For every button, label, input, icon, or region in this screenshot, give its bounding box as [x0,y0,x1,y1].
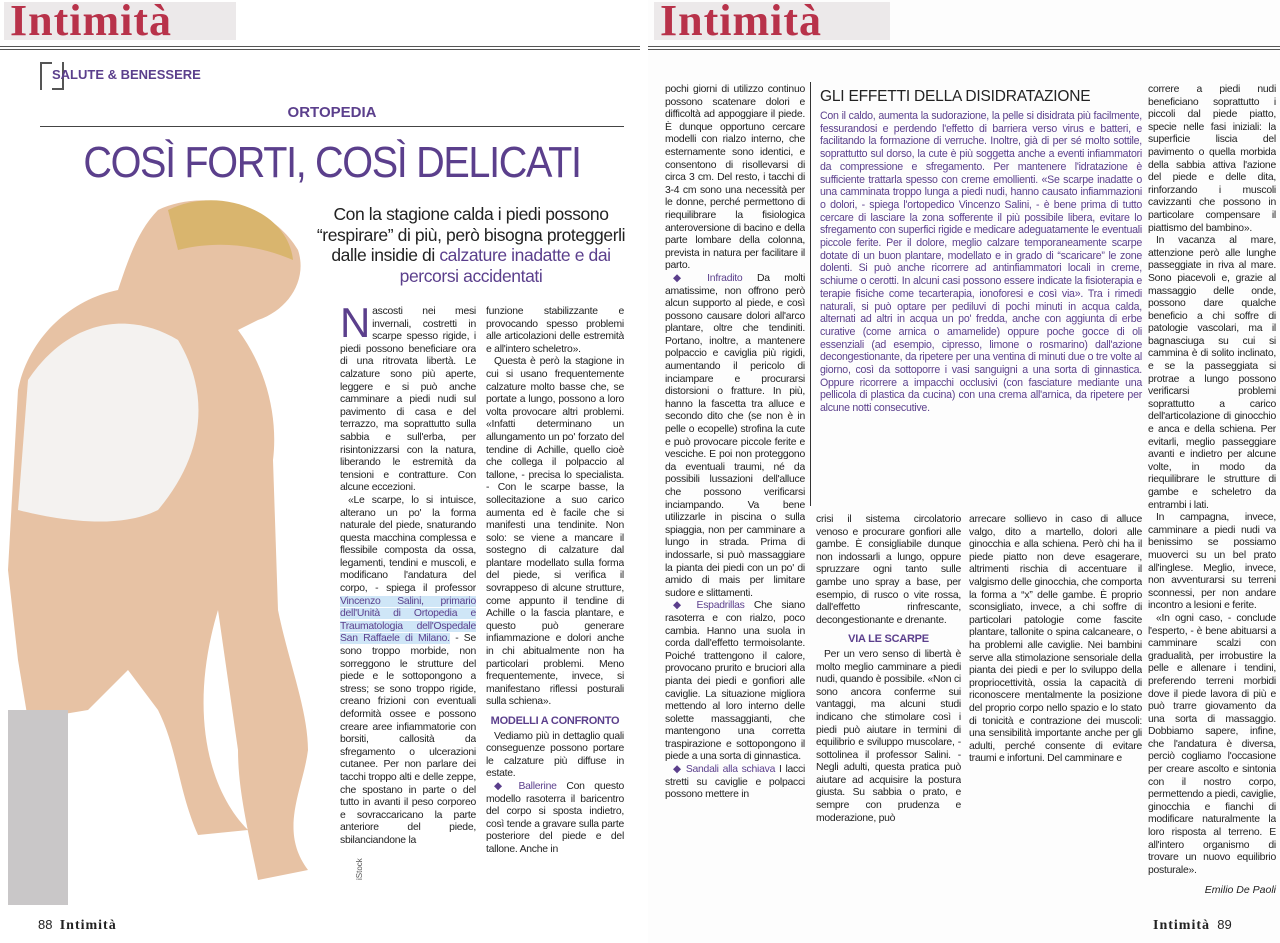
paragraph: crisi il sistema circolatorio venoso e procurare gonfiori alle gambe. È consigliabile dunque non indossarli a lungo, oppure spruzzare ogni tanto sulle gambe uno spray a base, per esempio, di rusco o vite rossa, dall'effetto rinfrescante, decongestionante e drenante. [816,514,961,626]
paragraph: In vacanza al mare, attenzione però alle lunghe passeggiate in riva al mare. Sono piacevoli e, grazie al massaggio delle onde, possono dare qualche beneficio a chi soffre di patologie vascolari, ma il bagnasciuga su cui si cammina è di solito inclinato, e se la passeggiata si protrae a lungo possono verificarsi problemi soprattutto a carico dell'articolazione di ginocchio e anca e della schiena. Per evitarli, meglio passeggiare avanti e indietro per alcune volte, in modo da riequilibrare le strutture di gambe e scheletro da entrambi i lati. [1148,235,1276,511]
lead-paragraph: Nascosti nei mesi invernali, costretti in scarpe spesso rigide, i piedi possono beneficiare ora di una ritrovata libertà. Le calzature sono più aperte, leggere e si può anche camminare a piedi nudi sul pavimento di casa e del terrazzo, ma soprattutto sulla sabbia e sull'erba, per risintonizzarsi con la natura, liberando le estremità da tensioni e contratture. Con alcune eccezioni. [340,306,476,494]
gutter [640,0,648,943]
right-footer [1153,917,1232,934]
author: Emilio De Paoli [1204,884,1276,896]
paragraph: ◆ Sandali alla schiava I lacci stretti su caviglie e polpacci possono mettere in [665,764,805,801]
right-column-3 [969,514,1142,926]
right-column-2 [816,514,961,926]
box-text: Con il caldo, aumenta la sudorazione, la pelle si disidrata più facilmente, fessurandosi e perdendo l'effetto di barriera verso virus e batteri, e facilitando la formazione di verruche. Inoltre, già di per sé molto sottile, soprattutto sul dorso, la cute è più soggetta anche a eventi infiammatori da compressione e sfregamento. Per mantenere l'idratazione è sufficiente trattarla spesso con creme emollienti. «Se scarpe inadatte o una camminata troppo lunga a piedi nudi, hanno causato infiammazioni o dolori, - spiega l'ortopedico Vincenzo Salini, - è bene prima di tutto cercare di lasciare la zona sofferente il più possibile libera, evitare lo sfregamento con superfici rigide e medicare adeguatamente le eventuali piccole ferite. Per il dolore, meglio calzare temporaneamente scarpe dotate di un buon plantare, modellato e in grado di “scaricare” le zone dolenti. Si può anche ricorrere ad antinfiammatori locali in creme, schiume o cerotti. In alcuni casi possono essere indicate la fisioterapia e terapie fisiche come tecarterapia, ionoforesi e così via». Tra i rimedi naturali, si può optare per pediluvi di pochi minuti in acqua calda, alternati ad altri in acqua un po' fredda, anche con aggiunta di erbe curative (come arnica o amamelide) oppure poche gocce di oli essenziali (ad esempio, cipresso, limone o rosmarino) dall'azione decongestionante, da ripetere per una ventina di minuti due o tre volte al giorno, così da sottoporre i vasi sanguigni a una sorta di ginnastica. Oppure ricorrere a impacchi occlusivi (con fasciature mediante una pellicola di plastica da cucina) con una crema all'arnica, da ripetere per alcune notti consecutive. [820,110,1142,415]
box-title: GLI EFFETTI DELLA DISIDRATAZIONE [820,88,1091,105]
subheading: VIA LE SCARPE [848,633,929,646]
left-column-2 [486,306,624,910]
paragraph: pochi giorni di utilizzo continuo possono scatenare dolori e difficoltà ad appoggiare il piede. È dunque opportuno cercare modelli con rialzo interno, che esternamente sono identici, e consentono di risollevarsi di circa 3 cm. Del resto, i tacchi di 3-4 cm sono una necessità per le donne, perché permettono di riequilibrare la fisiologica anteroversione di bacino e della parte lombare della colonna, prevista in natura per facilitare il parto. [665,84,805,272]
paragraph: arrecare sollievo in caso di alluce valgo, dito a martello, dolori alle ginocchia e alla schiena. Però chi ha il piede piatto non deve esagerare, altrimenti rischia di accentuare il valgismo delle ginocchia, che comporta la forma a “x” delle gambe. È proprio sconsigliato, invece, a chi soffre di particolari patologie come fascite plantare, tallonite o spina calcaneare, o ha problemi alle caviglie. Nei bambini serve alla stimolazione sensoriale della pianta dei piedi e per lo sviluppo della propriocettività, ossia la capacità di riconoscere mentalmente la posizione del proprio corpo nello spazio e lo stato di tonicità e contrazione dei muscoli: una sensibilità importante anche per gli adulti, perché consente di evitare traumi e infortuni. Del camminare e [969,514,1142,765]
header-rule [648,46,1280,50]
paragraph: «Le scarpe, lo si intuisce, alterano un po' la forma naturale del piede, snaturando questa macchina complessa e flessibile composta da ossa, legamenti, tendini e muscoli, e modificano l'andatura del corpo, - spiega il professor Vincenzo Salini, primario dell'Unità di Ortopedia e Traumatologia dell'Ospedale San Raffaele di Milano. - Se sono troppo morbide, non sorreggono le strutture del piede e le sottopongono a stress; se sono troppo rigide, creano frizioni con eventuali deformità ossee e possono creare aree infiammatorie con borsiti, callosità da sfregamento o ulcerazioni cutanee. Per non parlare dei tacchi troppo alti e delle zeppe, che spostano in parte o del tutto in avanti il peso corporeo e sovraccaricano la parte anteriore del piede, sbilanciandone la [340,494,476,846]
paragraph: «In ogni caso, - conclude l'esperto, - è bene abituarsi a camminare scalzi con gradualità, per irrobustire la pelle e allenare i tendini, preferendo terreni morbidi dove il piede lavora di più e può trarre giovamento da una sorta di massaggio. Dobbiamo sapere, infine, che l'andatura è diversa, perciò cogliamo l'occasione per creare ascolto e sintonia con il nostro corpo, permettendo a piedi, caviglie, ginocchia e fianchi di modificare naturalmente la loro risposta al terreno. E all'intero organismo di trovare un nuovo equilibrio posturale». [1148,612,1276,876]
paragraph: Vediamo più in dettaglio quali conseguenze possono portare le calzature più diffuse in estate. [486,730,624,780]
section-label: SALUTE & BENESSERE [52,67,201,82]
sidebar-box [810,82,1142,506]
paragraph: funzione stabilizzante e provocando spesso problemi alle articolazioni delle estremità e all'intero scheletro». [486,306,624,355]
page-number: 88 [38,917,53,932]
right-page [648,0,1280,943]
right-column-1 [665,84,805,926]
drop-cap: N [340,306,371,346]
subtitle [312,204,630,286]
page-title: COSÌ FORTI, COSÌ DELICATI [83,138,581,187]
footer-brand: Intimità [1153,918,1210,933]
page-number: 89 [1217,917,1232,932]
masthead-logo: Intimità [654,2,890,40]
paragraph: ◆ Ballerine Con questo modello rasoterra il baricentro del corpo si sposta indietro, così tende a gravare sulla parte posteriore del piede e del tallone. Anche in [486,780,624,855]
paragraph: ◆ Espadrillas Che siano rasoterra e con rialzo, poco cambia. Hanno una suola in corda dall'effetto termoisolante. Poiché trattengono il calore, provocano prurito e bruciori alla pianta dei piedi e gonfiori alle caviglie. La situazione migliora mettendo al loro interno delle solette massaggianti, che mantengono una corretta traspirazione e sottopongono il piede a una sorta di ginnastica. [665,600,805,763]
footer-brand: Intimità [59,918,117,933]
masthead-logo: Intimità [4,2,236,40]
paragraph: correre a piedi nudi beneficiano soprattutto i piccoli dal piede piatto, specie nelle fasi iniziali: la superficie liscia del pavimento o quella morbida della sabbia attiva l'azione del piede e delle dita, rinforzando i muscoli cavizzanti che possono in particolare compensare il piattismo del bambino». [1148,84,1276,234]
paragraph: Questa è però la stagione in cui si usano frequentemente calzature molto basse che, se portate a lungo, possono a loro volta provocare altri problemi. «Infatti determinano un allungamento un po' forzato del tendine di Achille, quello cioè che collega il polpaccio al tallone, - precisa lo specialista. - Con le scarpe basse, la sollecitazione a suo carico aumenta ed è facile che si manifesti una tendinite. Non solo: se viene a mancare il sostegno di calzature dal plantare modellato sulla forma del piede, si verifica il sovrappeso di alcune strutture, come appunto il tendine di Achille o la fascia plantare, e questo può generare infiammazione e dolori anche in chi abitualmente non ha particolari problemi. Meno frequentemente, invece, si manifestano riflessi posturali sulla schiena». [486,356,624,708]
subtitle-highlight: calzature inadatte e dai percorsi accidentati [399,245,611,286]
professor-reference: Vincenzo Salini, primario dell'Unità di Ortopedia e Traumatologia dell'Ospedale San Raffaele di Milano. [340,595,476,645]
paragraph: ◆ Infradito Da molti amatissime, non offrono però alcun supporto al piede, e così possono causare dolori all'arco plantare, oltre che tendiniti. Portano, inoltre, a mantenere polpaccio e caviglia più rigidi, aumentando il pericolo di inciampare e procurarsi distorsioni o fratture. In più, hanno la fascetta tra alluce e secondo dito che (se non è in pelle o ecopelle) strofina la cute e può provocare piccole ferite e vesciche. E poi non proteggono da eventuali traumi, né da possibili lussazioni dell'alluce che possono verificarsi inciampando. Va bene utilizzarle in piscina o sulla spiaggia, non per camminare a lungo in strada. Prima di indossarle, si può massaggiare la pianta dei piedi con un po' di amido di mais per limitare sudore e slittamenti. [665,272,805,599]
right-column-4 [1148,84,1276,896]
kicker-rule [40,126,624,127]
paragraph: Per un vero senso di libertà è molto meglio camminare a piedi nudi, quando è possibile. «Non ci sono ancora conferme sui vantaggi, ma alcuni studi indicano che stimolare così i piedi può aiutare in termini di equilibrio e sviluppo muscolare, - sottolinea il professor Salini. - Negli adulti, questa pratica può aiutare ad acquisire la postura giusta. Su sabbia o prato, e sempre con prudenza e moderazione, può [816,648,961,824]
kicker: ORTOPEDIA [287,104,377,121]
woman-photo [8,190,378,905]
header-rule [0,46,640,50]
subtitle-text: Con la stagione calda i piedi possono “respirare” di più, però bisogna proteggerli dalle insidie di [316,204,626,265]
left-column-1 [340,306,476,906]
subheading: MODELLI A CONFRONTO [490,715,620,727]
photo-credit: iStock [355,858,364,880]
left-footer [38,917,117,934]
paragraph: In campagna, invece, camminare a piedi nudi va benissimo se possiamo muoverci su un bel prato all'inglese. Meglio, invece, non avventurarsi su terreni sconnessi, per non andare incontro a lesioni e ferite. [1148,512,1276,612]
